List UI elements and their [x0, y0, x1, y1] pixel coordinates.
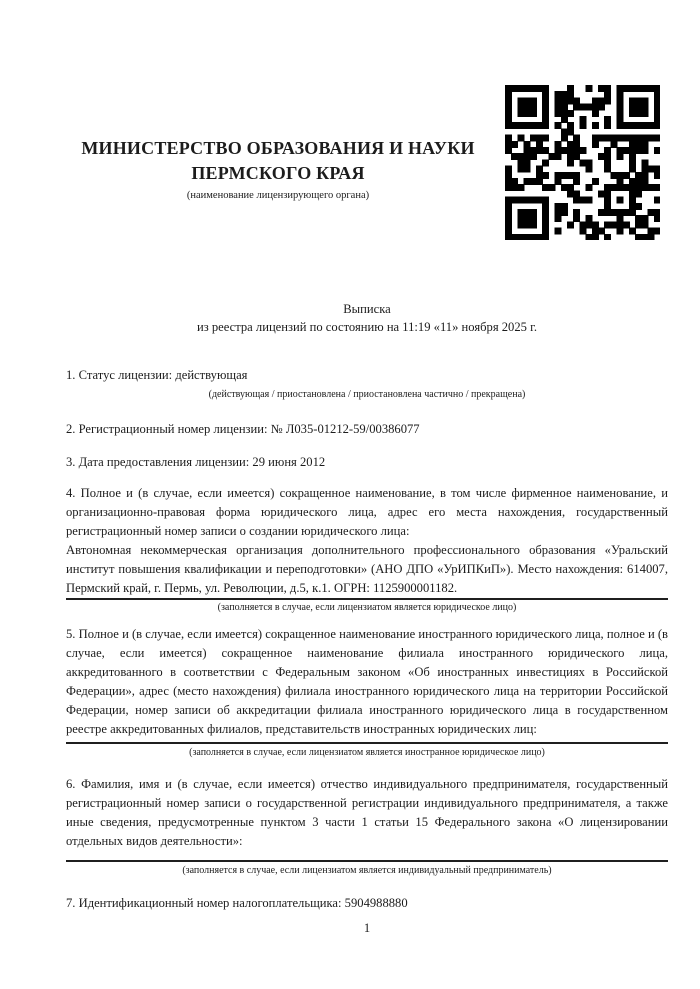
ministry-name-line1: МИНИСТЕРСТВО ОБРАЗОВАНИЯ И НАУКИ — [81, 138, 475, 158]
license-grant-date: 3. Дата предоставления лицензии: 29 июня 2012 — [66, 455, 326, 469]
foreign-entity-caption: (заполняется в случае, если лицензиатом является иностранное юридическое лицо) — [189, 747, 545, 758]
legal-entity-question: 4. Полное и (в случае, если имеется) сокращенное наименование, в том числе фирменное наименование, и организационно-правовая форма юридического лица, адрес его места нахождения, государственный регистрационный номер записи о создании юридического лица: — [66, 486, 668, 538]
page-number: 1 — [363, 921, 371, 935]
qr-code — [505, 85, 660, 240]
document-body — [66, 300, 668, 936]
foreign-entity-question: 5. Полное и (в случае, если имеется) сокращенное наименование иностранного юридического лица, полное и (в случае, если имеется) сокращенное наименование филиала иностранного юридического лица, аккредитованного в соответствии с Федеральным законом «Об иностранных инвестициях в Российской Федерации», адрес (место нахождения) филиала иностранного юридического лица на территории Российской Федерации, номер записи об аккредитации филиала иностранного юридического лица в государственном реестре аккредитованных филиалов, представительств иностранных юридических лиц: — [66, 627, 668, 736]
licensing-authority-header — [66, 136, 490, 202]
individual-entrepreneur-caption: (заполняется в случае, если лицензиатом является индивидуальный предприниматель) — [182, 865, 552, 876]
document-title-line1: Выписка — [343, 302, 391, 316]
document-title — [66, 300, 668, 336]
foreign-entity-blank-line — [66, 742, 668, 744]
ministry-name-line2: ПЕРМСКОГО КРАЯ — [191, 163, 365, 183]
legal-entity-caption: (заполняется в случае, если лицензиатом является юридическое лицо) — [217, 602, 517, 613]
individual-entrepreneur-question: 6. Фамилия, имя и (в случае, если имеется) отчество индивидуального предпринимателя, государственный регистрационный номер записи о государственной регистрации индивидуального предпринимателя, а также иные сведения, предусмотренные пунктом 3 части 1 статьи 15 Федерального закона «О лицензировании отдельных видов деятельности»: — [66, 777, 668, 848]
licensing-authority-caption: (наименование лицензирующего органа) — [186, 190, 370, 201]
individual-entrepreneur-blank-line — [66, 860, 668, 862]
license-status-caption: (действующая / приостановлена / приостановлена частично / прекращена) — [208, 389, 526, 400]
legal-entity-answer: Автономная некоммерческая организация дополнительного профессионального образования «Уральский институт повышения квалификации и переподготовки» (АНО ДПО «УрИПКиП»). Место нахождения: 614007, Пермский край, г. Пермь, ул. Революции, д.5, к.1. ОГРН: 1125900001182. — [66, 541, 668, 600]
taxpayer-id: 7. Идентификационный номер налогоплательщика: 5904988880 — [66, 896, 408, 910]
document-title-line2: из реестра лицензий по состоянию на 11:19 «11» ноября 2025 г. — [196, 320, 537, 334]
license-registration-number: 2. Регистрационный номер лицензии: № Л035-01212-59/00386077 — [66, 422, 420, 436]
license-status: 1. Статус лицензии: действующая — [66, 368, 248, 382]
